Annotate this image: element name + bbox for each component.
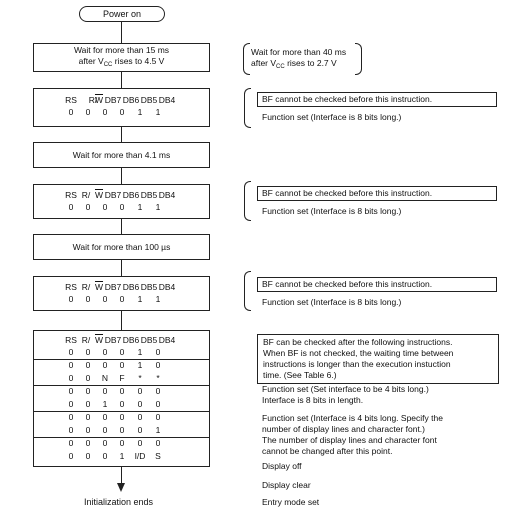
final-cell: 0 <box>85 451 91 461</box>
final-cell: 0 <box>119 360 125 370</box>
final-cell: 1 <box>155 425 161 435</box>
final-cell: 1 <box>119 451 125 461</box>
alt-wait-bracket-left <box>243 43 250 75</box>
final-cell: 0 <box>68 399 74 409</box>
final-cell: 0 <box>155 438 161 448</box>
instruction-box-2: RS R/ $\overline{W}$ DB7 DB6 DB5 DB4 0 0 0 0 1 1 <box>33 184 210 219</box>
wait-15ms-box <box>33 43 210 72</box>
final-cell: 0 <box>85 360 91 370</box>
final-cell: 0 <box>155 399 161 409</box>
final-cell: 0 <box>137 438 143 448</box>
note-fs4b: Function set (Interface is 4 bits long. Specify the number of display lines and character font.) The number of display lines and character font cannot be changed after this point. <box>262 413 443 456</box>
final-cell: S <box>155 451 161 461</box>
instruction-box-3: RS R/ $\overline{W}$ DB7 DB6 DB5 DB4 0 0 0 0 1 1 <box>33 276 210 311</box>
note-bf-no-3: BF cannot be checked before this instruction. <box>257 277 497 292</box>
final-cell: 1 <box>137 360 143 370</box>
final-cell: 0 <box>137 425 143 435</box>
note-bf-no-2: BF cannot be checked before this instruction. <box>257 186 497 201</box>
final-cell: 0 <box>137 399 143 409</box>
final-cell: 0 <box>102 360 108 370</box>
final-cell: 0 <box>68 360 74 370</box>
note-display-clear: Display clear <box>262 480 311 490</box>
final-cell: 0 <box>68 438 74 448</box>
final-cell: * <box>156 373 160 383</box>
note-bracket-3 <box>244 271 251 311</box>
final-cell: 0 <box>119 438 125 448</box>
power-on-label: Power on <box>102 9 142 19</box>
final-cell: 0 <box>119 399 125 409</box>
final-cell: 0 <box>102 425 108 435</box>
final-cell: 0 <box>155 412 161 422</box>
final-cell: F <box>119 373 125 383</box>
final-cell: 0 <box>68 451 74 461</box>
final-cell: 0 <box>102 412 108 422</box>
note-fs8-1: Function set (Interface is 8 bits long.) <box>262 112 402 122</box>
final-cell: 0 <box>68 386 74 396</box>
note-bf-no-1: BF cannot be checked before this instruction. <box>257 92 497 107</box>
final-cell: 0 <box>119 425 125 435</box>
final-cell: 0 <box>85 373 91 383</box>
final-cell: * <box>138 373 142 383</box>
final-cell: 0 <box>137 386 143 396</box>
final-cell: 0 <box>102 451 108 461</box>
wait-100us-box: Wait for more than 100 µs <box>33 234 210 260</box>
alt-wait-bracket-right <box>355 43 362 75</box>
final-cell: 0 <box>155 360 161 370</box>
final-cell: 0 <box>68 347 74 357</box>
final-cell: 0 <box>85 386 91 396</box>
final-cell: N <box>101 373 109 383</box>
alt-wait-note: Wait for more than 40 ms after $V_{CC}$ rises to 2.7 V <box>251 47 347 70</box>
final-cell: 0 <box>119 412 125 422</box>
instruction-box-final: RS R/ $\overline{W}$ DB7 DB6 DB5 DB4 0 0 0 0 1 0 0 0 0 0 1 0 0 0 N F * * 0 0 0 0 0 0 0 0 1 0 0 0 0 0 0 0 0 0 0 0 0 0 0 1 0 0 0 0 0 0 0 0 0 1 I/D S <box>33 330 210 467</box>
final-cell: 0 <box>68 425 74 435</box>
note-fs4: Function set (Set interface to be 4 bits long.) Interface is 8 bits in length. <box>262 384 429 405</box>
wait1-line2: after $V_{CC}$ rises to 4.5 V <box>78 55 165 68</box>
final-cell: 0 <box>137 412 143 422</box>
final-cell: 0 <box>102 438 108 448</box>
final-cell: 0 <box>102 386 108 396</box>
final-cell: 1 <box>102 399 108 409</box>
final-cell: 0 <box>85 412 91 422</box>
final-cell: 0 <box>68 412 74 422</box>
note-display-off: Display off <box>262 461 302 471</box>
wait-4ms-box: Wait for more than 4.1 ms <box>33 142 210 168</box>
final-cell: 0 <box>85 438 91 448</box>
final-cell: 0 <box>155 386 161 396</box>
power-on-terminal <box>79 6 165 22</box>
note-fs8-3: Function set (Interface is 8 bits long.) <box>262 297 402 307</box>
end-arrow <box>117 483 125 492</box>
final-cell: 0 <box>155 347 161 357</box>
final-cell: 0 <box>119 386 125 396</box>
note-bf-yes: BF can be checked after the following instructions. When BF is not checked, the waiting time between instructions is longer than the execution instuction time. (See Table 6.) <box>257 334 499 384</box>
note-fs8-2: Function set (Interface is 8 bits long.) <box>262 206 402 216</box>
final-cell: I/D <box>134 451 146 461</box>
note-bracket-1 <box>244 88 251 128</box>
note-bracket-2 <box>244 181 251 221</box>
note-entry-mode: Entry mode set <box>262 497 320 507</box>
final-cell: 0 <box>119 347 125 357</box>
instruction-box-1: RS R/ $\overline{W}$ DB7 DB6 DB5 DB4 0 0 0 0 1 1 <box>33 88 210 127</box>
final-cell: 0 <box>85 347 91 357</box>
final-cell: 0 <box>68 373 74 383</box>
initialization-ends-label: Initialization ends <box>84 497 154 507</box>
final-cell: 0 <box>85 425 91 435</box>
wait1-line1: Wait for more than 15 ms <box>73 44 170 55</box>
final-cell: 0 <box>85 399 91 409</box>
final-cell: 0 <box>102 347 108 357</box>
final-cell: 1 <box>137 347 143 357</box>
